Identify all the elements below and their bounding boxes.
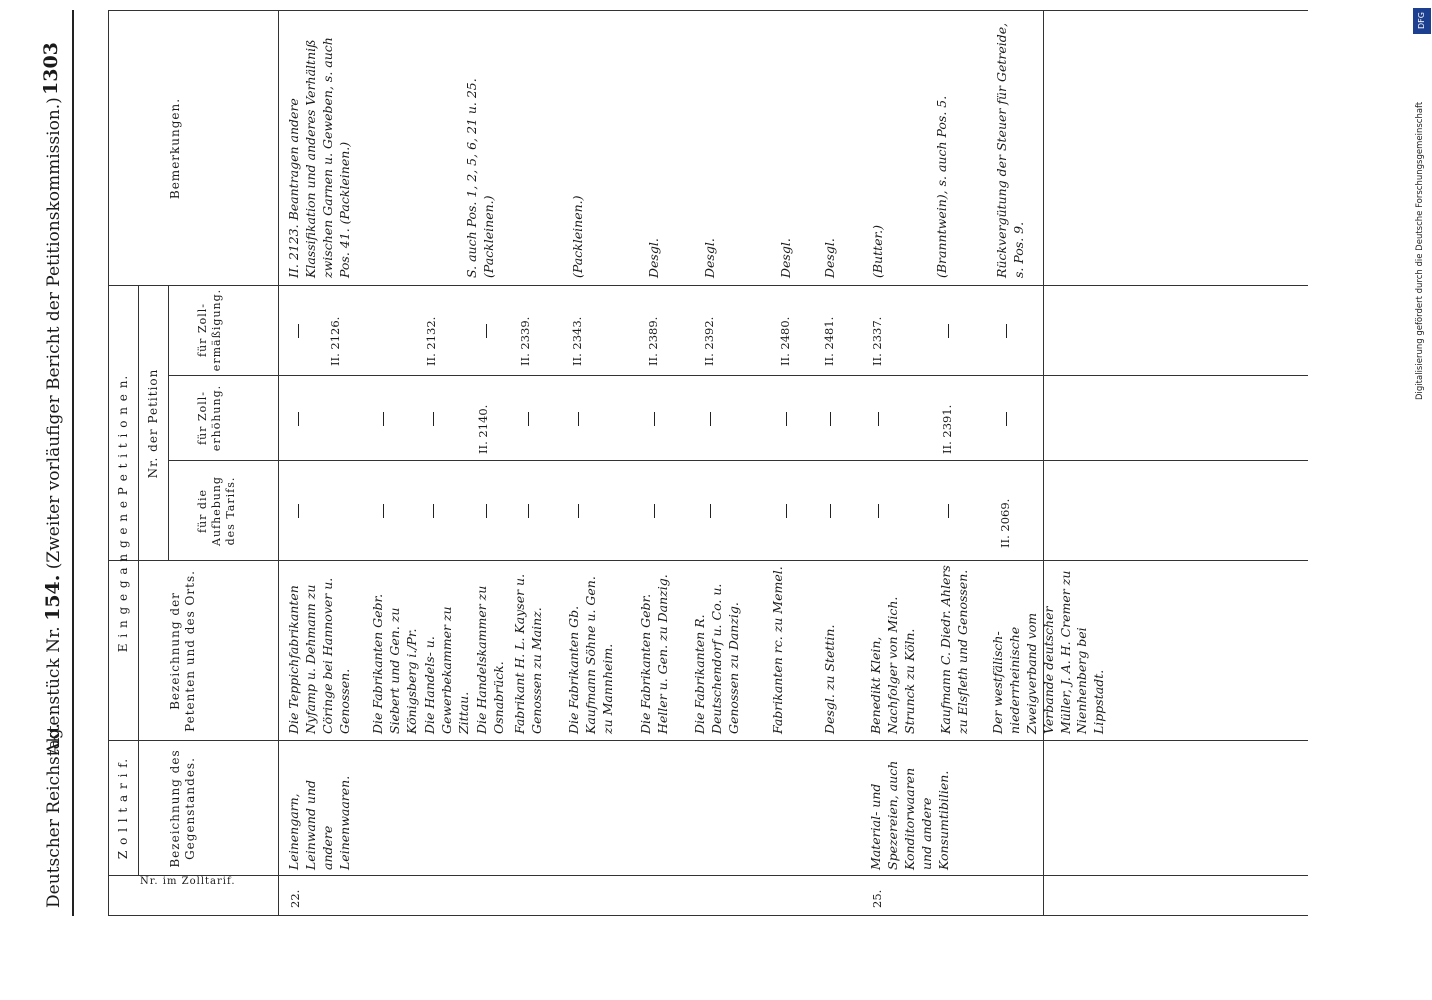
empty-cell-dash [528, 504, 529, 518]
doc-number: 154. [42, 574, 64, 621]
subgroup-rule [168, 286, 169, 561]
empty-cell-dash [786, 504, 787, 518]
gegenstand-cell: Leinengarn, Leinwand und andere Leinenwaaren. [286, 775, 352, 870]
digitization-credit: Digitalisierung gefördert durch die Deutsche Forschungsgemeinschaft [1415, 101, 1425, 400]
doc-subtitle: (Zweiter vorläufiger Bericht der Petitionskommission.) [44, 97, 64, 570]
col-erhoehung-header: für Zoll-erhöhung. [196, 384, 223, 452]
empty-cell-dash [710, 412, 711, 426]
column-divider [168, 375, 1308, 376]
petitions-table [108, 10, 1308, 916]
col-petenten-header: Bezeichnung der Petenten und des Orts. [168, 570, 197, 732]
petition-number: II. 2389. [646, 316, 660, 366]
dfg-logo: DFG [1413, 8, 1431, 34]
petent-cell: Die Handels- u. Gewerbekammer zu Zittau. [422, 606, 471, 734]
empty-cell-dash [298, 504, 299, 518]
header-rule [72, 10, 74, 916]
empty-cell-dash [1006, 324, 1007, 338]
column-divider [168, 460, 1308, 461]
empty-cell-dash [578, 504, 579, 518]
petition-number: II. 2480. [778, 316, 792, 366]
petent-cell: Die Handelskammer zu Osnabrück. [474, 585, 506, 734]
petition-number: II. 2132. [424, 316, 438, 366]
petition-number: II. 2481. [822, 316, 836, 366]
empty-cell-dash [830, 412, 831, 426]
doc-prefix: Aktenstück Nr. [44, 626, 64, 755]
table-border-left [108, 915, 1308, 916]
remark-cell: Desgl. [646, 238, 661, 278]
petent-cell: Die Teppichfabrikanten Nyfamp u. Dehmann zu Cöringe bei Hannover u. Genossen. [286, 577, 352, 734]
col-nr-header: Nr. im Zolltarif. [140, 876, 236, 887]
empty-cell-dash [298, 324, 299, 338]
petent-cell: Die Fabrikanten Gebr. Siebert und Gen. zu Königsberg i./Pr. [370, 593, 419, 734]
col-aufhebung-header: für die Aufhebung des Tarifs. [196, 476, 237, 546]
remark-cell: Rückvergütung der Steuer für Getreide, s. Pos. 9. [994, 22, 1026, 278]
row-number: 25. [870, 889, 884, 908]
petition-number: II. 2126. [328, 316, 342, 366]
petition-number: II. 2337. [870, 316, 884, 366]
empty-cell-dash [528, 412, 529, 426]
col-nr-petition-header: Nr. der Petition [146, 368, 160, 479]
empty-cell-dash [786, 412, 787, 426]
column-divider [108, 875, 1308, 876]
running-head-left: Deutscher Reichstag. [44, 723, 64, 908]
petition-number: II. 2140. [476, 404, 490, 454]
table-top-rule [108, 10, 109, 916]
petent-cell: Die Fabrikanten Gb. Kaufmann Söhne u. Gen. zu Mannheim. [566, 576, 615, 734]
col-gegenstand-header: Bezeichnung des Gegenstandes. [168, 749, 197, 868]
page-number: 1303 [40, 42, 62, 95]
empty-cell-dash [486, 504, 487, 518]
table-border-right [108, 10, 1308, 11]
empty-cell-dash [948, 324, 949, 338]
remark-cell: S. auch Pos. 1, 2, 5, 6, 21 u. 25. (Packleinen.) [464, 78, 496, 278]
remark-cell: (Butter.) [870, 224, 885, 278]
row-number: 22. [288, 889, 302, 908]
petitionen-header: E i n g e g a n g e n e P e t i t i o n e n. [116, 374, 130, 653]
column-divider [108, 560, 1308, 561]
empty-cell-dash [383, 504, 384, 518]
header-bottom-rule [278, 10, 279, 916]
col-bemerkungen-header: Bemerkungen. [168, 97, 182, 200]
empty-cell-dash [710, 504, 711, 518]
empty-cell-dash [654, 412, 655, 426]
petent-cell: Die Fabrikanten R. Deutschendorf u. Co. u. Genossen zu Danzig. [692, 583, 741, 734]
petent-cell: Fabrikanten rc. zu Memel. [770, 566, 785, 734]
col-ermaessigung-header: für Zoll-ermäßigung. [196, 288, 223, 372]
petent-cell: Die Fabrikanten Gebr. Heller u. Gen. zu Danzig. [638, 574, 670, 734]
remark-cell: Desgl. [702, 238, 717, 278]
empty-cell-dash [298, 412, 299, 426]
empty-cell-dash [1006, 412, 1007, 426]
empty-cell-dash [433, 504, 434, 518]
petent-cell: Desgl. zu Stettin. [822, 624, 837, 734]
remark-cell: (Branntwein), s. auch Pos. 5. [934, 95, 949, 278]
petition-number: II. 2339. [518, 316, 532, 366]
column-divider [108, 285, 1308, 286]
row-divider [1043, 10, 1044, 916]
petition-number: II. 2391. [940, 404, 954, 454]
zolltarif-header: Z o l l t a r i f. [116, 757, 130, 860]
petent-cell: Der westfälisch-niederrheinische Zweigverband vom Verbande deutscher Müller, J. A. H. Cremer zu Nienhenberg bei Lippstadt. [990, 570, 1107, 734]
petent-cell: Benedikt Klein, Nachfolger von Mich. Strunck zu Köln. [868, 596, 917, 734]
remark-cell: (Packleinen.) [570, 195, 585, 278]
remark-cell: II. 2123. Beantragen andere Klassifikation und anderes Verhältniß zwischen Garnen u. Geweben, s. auch Pos. 41. (Packleinen.) [286, 37, 352, 278]
empty-cell-dash [878, 504, 879, 518]
column-divider [108, 740, 1308, 741]
empty-cell-dash [578, 412, 579, 426]
running-head-title [42, 97, 64, 755]
petent-cell: Kaufmann C. Diedr. Ahlers zu Elsfleth und Genossen. [938, 565, 970, 734]
empty-cell-dash [383, 412, 384, 426]
group-rule [138, 286, 139, 876]
gegenstand-cell: Material- und Spezereien, auch Konditorwaaren und andere Konsumtibilien. [868, 760, 951, 870]
remark-cell: Desgl. [778, 238, 793, 278]
empty-cell-dash [878, 412, 879, 426]
empty-cell-dash [433, 412, 434, 426]
petent-cell: Fabrikant H. L. Kayser u. Genossen zu Mainz. [512, 573, 544, 734]
empty-cell-dash [486, 324, 487, 338]
petition-number: II. 2343. [570, 316, 584, 366]
remark-cell: Desgl. [822, 238, 837, 278]
petition-number: II. 2392. [702, 316, 716, 366]
empty-cell-dash [948, 504, 949, 518]
empty-cell-dash [654, 504, 655, 518]
empty-cell-dash [830, 504, 831, 518]
petition-number: II. 2069. [998, 498, 1012, 548]
